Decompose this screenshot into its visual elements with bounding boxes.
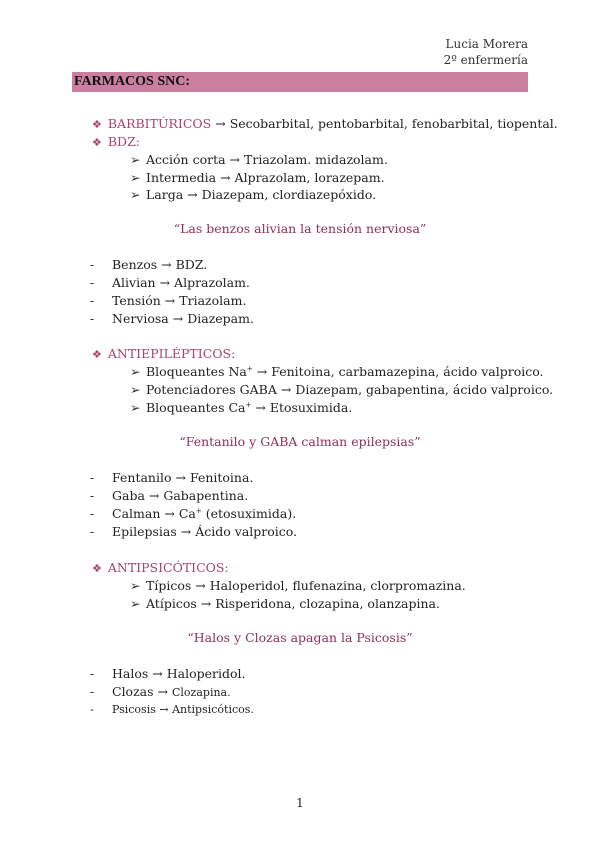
document-title: FARMACOS SNC: [72, 72, 528, 92]
arrowhead-bullet-icon: ➢ [130, 578, 141, 593]
sub-item: ➢ Atípicos → Risperidona, clozapina, olanzapina. [130, 596, 440, 611]
list-item: - Alivian → Alprazolam. [90, 275, 250, 290]
list-item: - Psicosis → Antipsicóticos. [90, 703, 254, 716]
section-label: BDZ: [107, 134, 140, 149]
arrowhead-bullet-icon: ➢ [130, 152, 141, 167]
sub-item: ➢ Larga → Diazepam, clordiazepóxido. [130, 187, 377, 202]
page-number: 1 [296, 796, 304, 810]
bullet-bdz [92, 134, 140, 149]
arrow-icon: → [200, 596, 212, 611]
arrowhead-bullet-icon: ➢ [130, 170, 141, 185]
arrow-icon: → [215, 116, 226, 131]
diamond-bullet-icon: ❖ [92, 118, 102, 131]
arrowhead-bullet-icon: ➢ [130, 382, 141, 397]
arrow-icon: → [187, 187, 198, 202]
arrowhead-bullet-icon: ➢ [130, 364, 141, 379]
sub-item: ➢ Bloqueantes Na+ → Fenitoina, carbamazepina, ácido valproico. [130, 364, 544, 379]
arrow-icon: → [220, 170, 231, 185]
arrow-icon: → [280, 382, 292, 397]
sub-item: ➢ Bloqueantes Ca+ → Etosuximida. [130, 400, 353, 415]
list-item: - Benzos → BDZ. [90, 257, 208, 272]
arrowhead-bullet-icon: ➢ [130, 596, 141, 611]
diamond-bullet-icon: ❖ [92, 136, 102, 149]
course-label: 2º enfermería [443, 53, 528, 67]
sub-item: ➢ Acción corta → Triazolam. midazolam. [130, 152, 388, 167]
sub-item: ➢ Típicos → Haloperidol, flufenazina, clorpromazina. [130, 578, 466, 593]
arrow-icon: → [256, 364, 268, 379]
arrowhead-bullet-icon: ➢ [130, 187, 141, 202]
sub-item: ➢ Intermedia → Alprazolam, lorazepam. [130, 170, 385, 185]
diamond-bullet-icon: ❖ [92, 562, 102, 575]
page-header [444, 36, 528, 68]
list-item: - Gaba → Gabapentina. [90, 488, 249, 503]
bullet-antipsicoticos [92, 560, 229, 575]
mnemonic-antipsicoticos: “Halos y Clozas apagan la Psicosis” [187, 630, 413, 645]
list-item: - Calman → Ca+ (etosuximida). [90, 506, 297, 521]
author-name: Lucia Morera [445, 37, 528, 51]
mnemonic-bdz: “Las benzos alivian la tensión nerviosa” [173, 221, 427, 236]
arrow-icon: → [229, 152, 241, 167]
bullet-antiepilepticos [92, 346, 235, 361]
diamond-bullet-icon: ❖ [92, 348, 102, 361]
section-label: ANTIPSICÓTICOS: [107, 560, 229, 575]
section-text: Secobarbital, pentobarbital, fenobarbital, tiopental. [229, 116, 558, 131]
list-item: - Fentanilo → Fenitoina. [90, 470, 254, 485]
list-item: - Nerviosa → Diazepam. [90, 311, 254, 326]
section-label: BARBITÚRICOS [107, 116, 212, 131]
section-label: ANTIEPILÉPTICOS: [107, 346, 236, 361]
mnemonic-antiepilepticos: “Fentanilo y GABA calman epilepsias” [179, 434, 421, 449]
list-item: - Clozas → Clozapina. [90, 684, 231, 699]
arrow-icon: → [255, 400, 266, 415]
sub-item: ➢ Potenciadores GABA → Diazepam, gabapentina, ácido valproico. [130, 382, 554, 397]
list-item: - Halos → Haloperidol. [90, 666, 246, 681]
bullet-barbituricos [92, 116, 558, 131]
list-item: - Epilepsias → Ácido valproico. [90, 524, 298, 539]
arrowhead-bullet-icon: ➢ [130, 400, 141, 415]
list-item: - Tensión → Triazolam. [90, 293, 247, 308]
arrow-icon: → [195, 578, 206, 593]
